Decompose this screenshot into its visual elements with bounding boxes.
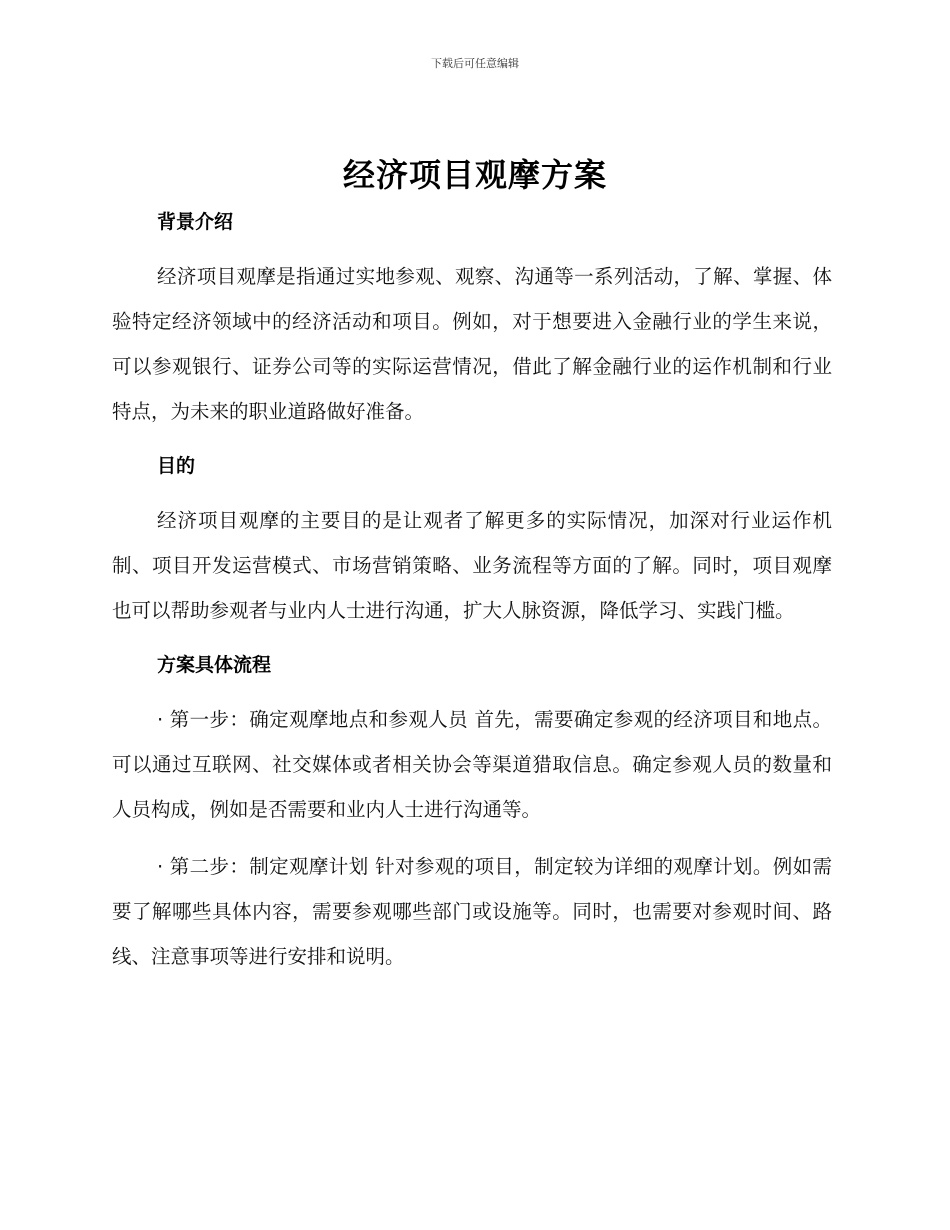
section-background [112, 202, 832, 434]
paragraph: 经济项目观摩的主要目的是让观者了解更多的实际情况，加深对行业运作机制、项目开发运营模式、市场营销策略、业务流程等方面的了解。同时，项目观摩也可以帮助参观者与业内人士进行沟通，扩大人脉资源，降低学习、实践门槛。 [112, 509, 832, 622]
paragraph: 经济项目观摩是指通过实地参观、观察、沟通等一系列活动，了解、掌握、体验特定经济领域中的经济活动和项目。例如，对于想要进入金融行业的学生来说，可以参观银行、证券公司等的实际运营情况，借此了解金融行业的运作机制和行业特点，为未来的职业道路做好准备。 [112, 265, 832, 423]
document-body [112, 202, 832, 991]
section-heading: 方案具体流程 [157, 654, 272, 676]
section-heading: 背景介绍 [157, 211, 234, 233]
step-paragraph: · 第一步：确定观摩地点和参观人员 首先，需要确定参观的经济项目和地点。可以通过互联网、社交媒体或者相关协会等渠道猎取信息。确定参观人员的数量和人员构成，例如是否需要和业内人士进行沟通等。 [112, 708, 832, 821]
section-process [112, 645, 832, 979]
document-title: 经济项目观摩方案 [342, 156, 607, 194]
step-paragraph: · 第二步：制定观摩计划 针对参观的项目，制定较为详细的观摩计划。例如需要了解哪些具体内容，需要参观哪些部门或设施等。同时，也需要对参观时间、路线、注意事项等进行安排和说明。 [112, 855, 832, 968]
section-purpose [112, 446, 832, 633]
header-note: 下载后可任意编辑 [431, 57, 519, 70]
section-heading: 目的 [157, 455, 196, 477]
